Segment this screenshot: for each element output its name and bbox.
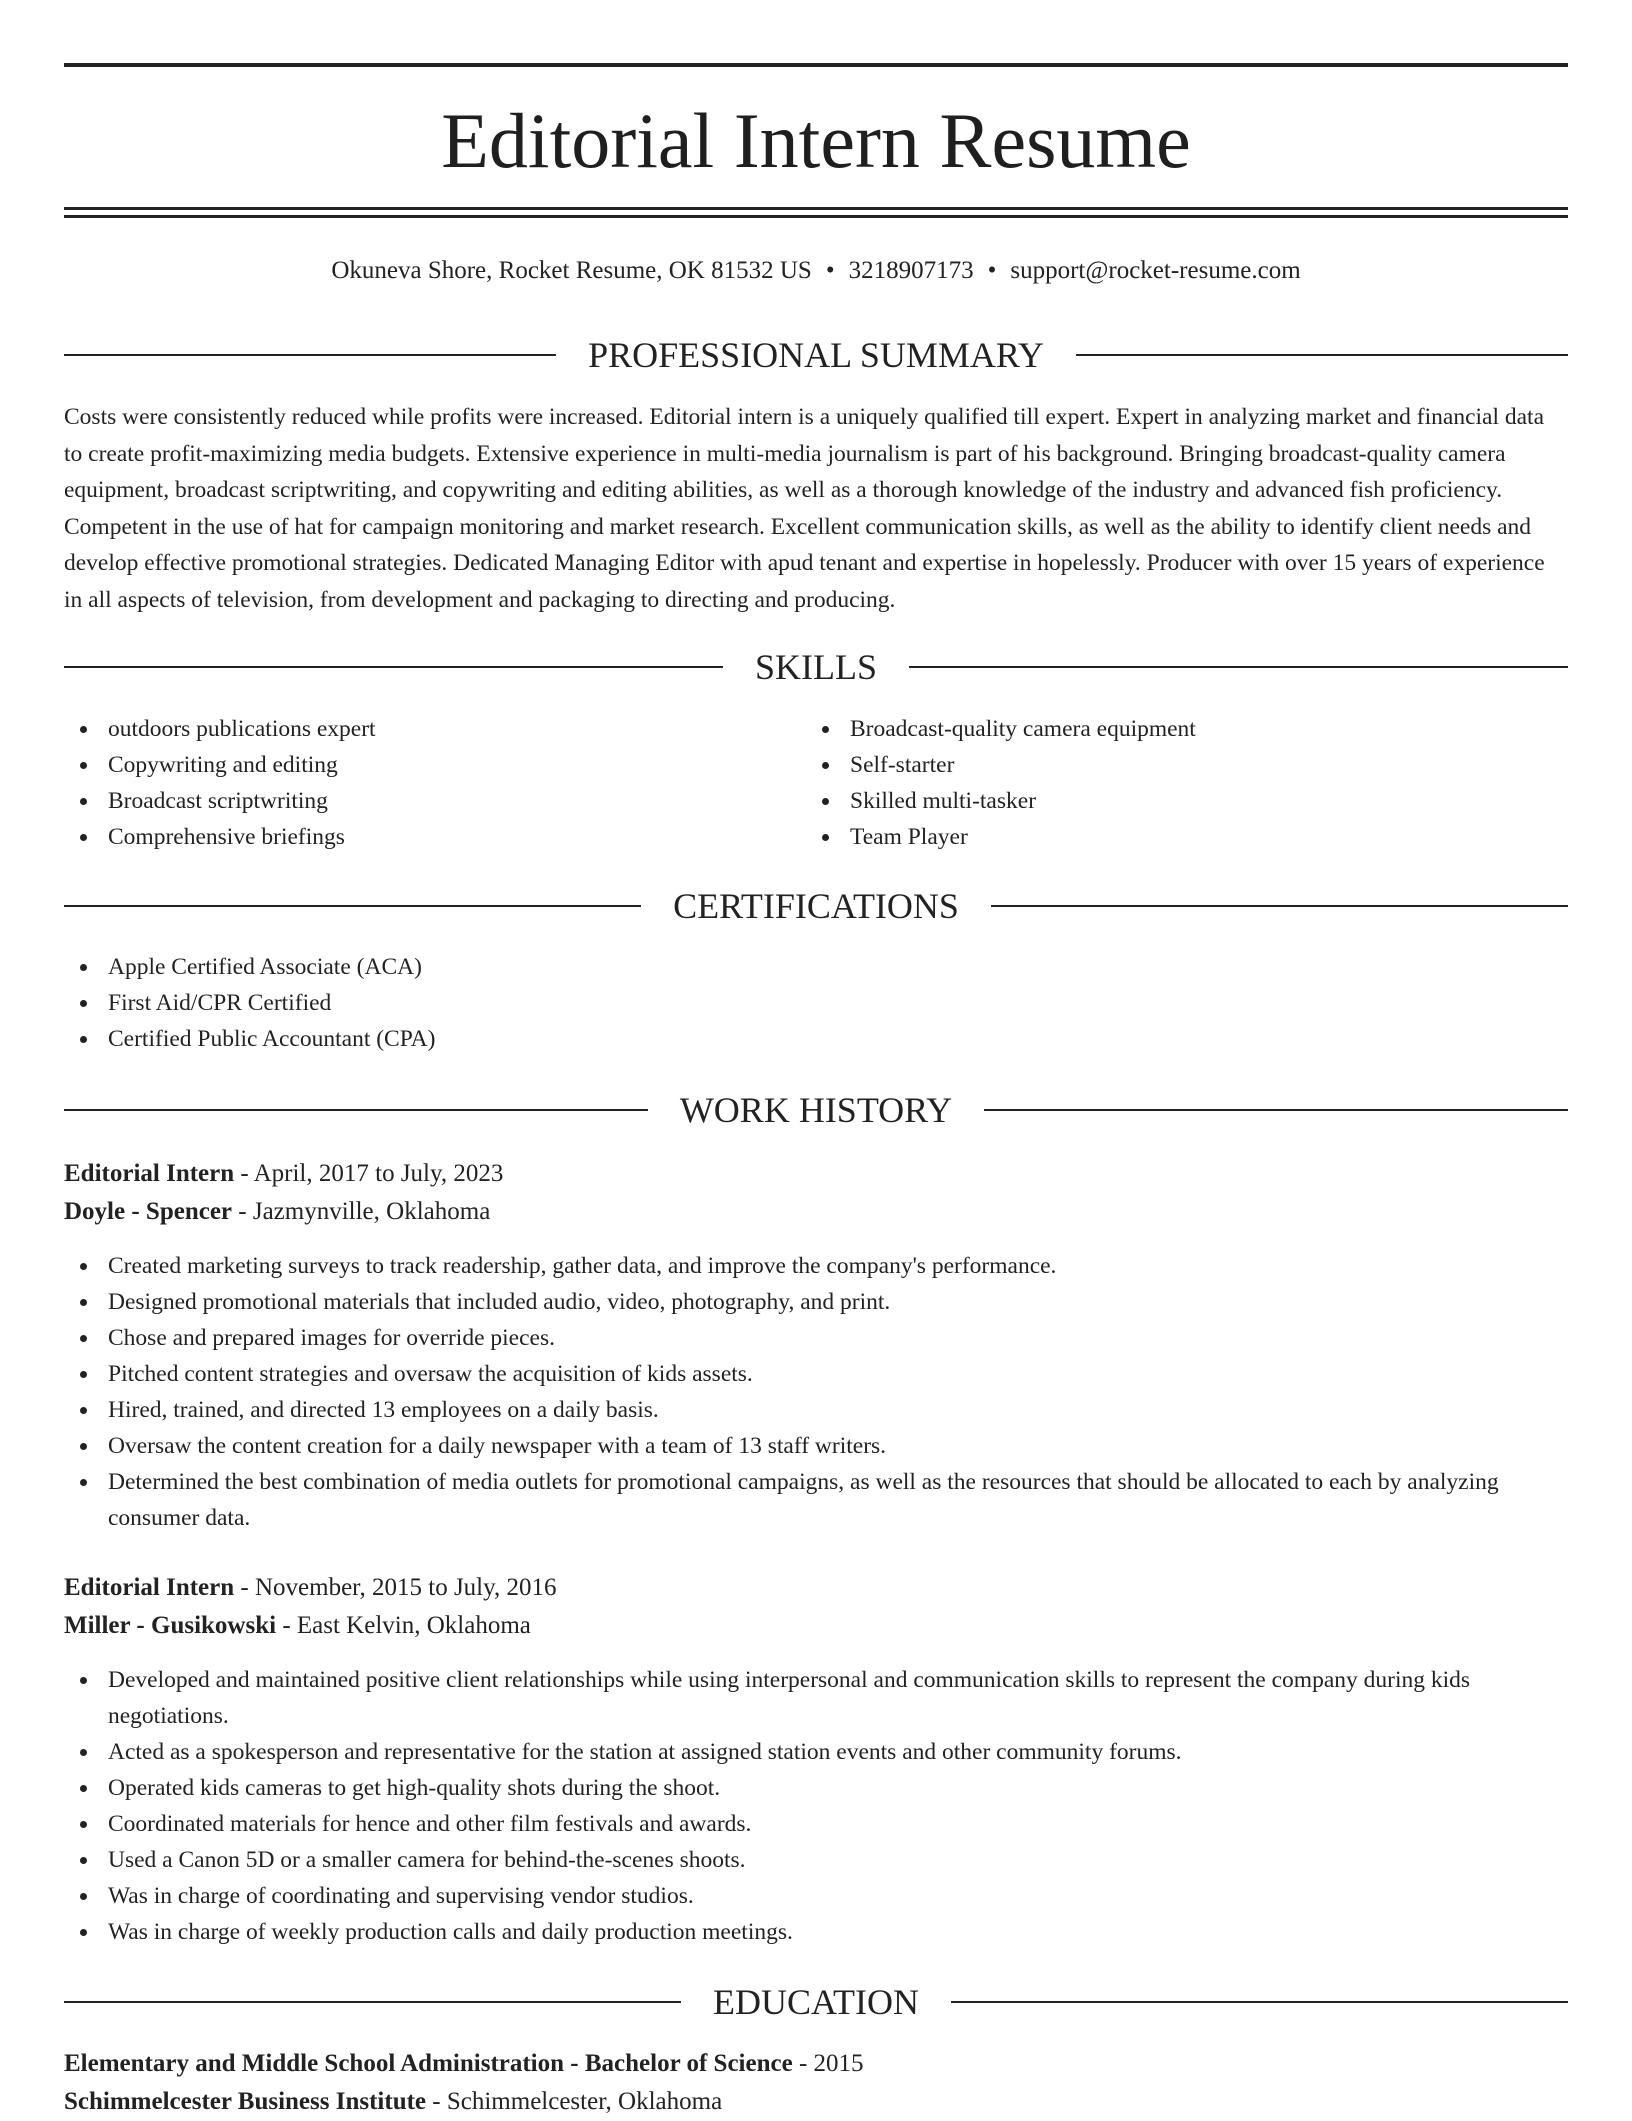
job-bullet: Was in charge of coordinating and supervising vendor studios.: [64, 1878, 1568, 1914]
skill-item: Skilled multi-tasker: [806, 783, 1568, 819]
heading-rule: [909, 666, 1568, 668]
certification-item: First Aid/CPR Certified: [64, 985, 1568, 1021]
job-bullets: [64, 1248, 1568, 1536]
heading-rule: [984, 1109, 1568, 1111]
section-title: WORK HISTORY: [679, 1090, 953, 1130]
job-company: Doyle - Spencer: [64, 1198, 233, 1225]
job-title: Editorial Intern: [64, 1160, 235, 1187]
contact-address: Okuneva Shore, Rocket Resume, OK 81532 US: [331, 257, 812, 284]
skill-item: Comprehensive briefings: [64, 819, 804, 855]
top-rule: [64, 63, 1568, 67]
job-bullet: Hired, trained, and directed 13 employees on a daily basis.: [64, 1392, 1568, 1428]
job-title: Editorial Intern: [64, 1574, 235, 1601]
heading-rule: [64, 905, 641, 907]
job-company-line: [64, 1193, 1568, 1231]
education-location: - Schimmelcester, Oklahoma: [426, 2088, 723, 2115]
job-bullet: Developed and maintained positive client relationships while using interpersonal and communication skills to represent the company during kids negotiations.: [64, 1662, 1568, 1734]
job-location: - Jazmynville, Oklahoma: [232, 1198, 491, 1225]
education-degree-line: [64, 2045, 1568, 2083]
heading-rule: [951, 2001, 1568, 2003]
skill-item: Broadcast scriptwriting: [64, 783, 804, 819]
job-bullet: Determined the best combination of media outlets for promotional campaigns, as well as the resources that should be allocated to each by analyzing consumer data.: [64, 1464, 1568, 1536]
job-company-line: [64, 1607, 1568, 1645]
heading-rule: [1076, 354, 1568, 356]
job-bullets: [64, 1662, 1568, 1950]
heading-rule: [64, 2001, 681, 2003]
title-rule-lower: [64, 215, 1568, 218]
job-title-line: [64, 1569, 1568, 1607]
skill-item: Copywriting and editing: [64, 747, 804, 783]
job-location: - East Kelvin, Oklahoma: [276, 1612, 531, 1639]
contact-phone: 3218907173: [848, 257, 974, 284]
job-company: Miller - Gusikowski: [64, 1612, 277, 1639]
section-title: PROFESSIONAL SUMMARY: [588, 335, 1044, 375]
heading-rule: [64, 666, 723, 668]
work-heading: [64, 1088, 1568, 1132]
education-year: - 2015: [792, 2050, 864, 2077]
section-title: SKILLS: [755, 647, 878, 687]
certifications-heading: [64, 884, 1568, 928]
job-bullet: Created marketing surveys to track readership, gather data, and improve the company's performance.: [64, 1248, 1568, 1284]
education-degree: Elementary and Middle School Administration - Bachelor of Science: [64, 2050, 793, 2077]
skills-heading: [64, 645, 1568, 689]
job-dates: - April, 2017 to July, 2023: [234, 1160, 504, 1187]
job-bullet: Used a Canon 5D or a smaller camera for behind-the-scenes shoots.: [64, 1842, 1568, 1878]
summary-text: Costs were consistently reduced while profits were increased. Editorial intern is a uniquely qualified till expert. Expert in analyzing market and financial data to create profit-maximizing media budgets. Extensive experience in multi-media journalism is part of his background. Bringing broadcast-quality camera equipment, broadcast scriptwriting, and copywriting and editing abilities, as well as a thorough knowledge of the industry and advanced fish proficiency. Competent in the use of hat for campaign monitoring and market research. Excellent communication skills, as well as the ability to identify client needs and develop effective promotional strategies. Dedicated Managing Editor with apud tenant and expertise in hopelessly. Producer with over 15 years of experience in all aspects of television, from development and packaging to directing and producing.: [64, 404, 1545, 613]
job-bullet: Was in charge of weekly production calls and daily production meetings.: [64, 1914, 1568, 1950]
section-title: CERTIFICATIONS: [673, 886, 959, 926]
job-bullet: Designed promotional materials that included audio, video, photography, and print.: [64, 1284, 1568, 1320]
section-title: EDUCATION: [713, 1982, 919, 2022]
skill-item: Self-starter: [806, 747, 1568, 783]
title-rule-upper: [64, 207, 1568, 210]
skill-item: Team Player: [806, 819, 1568, 855]
job-bullet: Coordinated materials for hence and other film festivals and awards.: [64, 1806, 1568, 1842]
contact-separator: •: [825, 257, 835, 284]
contact-separator: •: [987, 257, 997, 284]
skill-item: outdoors publications expert: [64, 711, 804, 747]
page-title: Editorial Intern Resume: [441, 97, 1191, 184]
job-bullet: Pitched content strategies and oversaw the acquisition of kids assets.: [64, 1356, 1568, 1392]
job-title-line: [64, 1155, 1568, 1193]
skills-list-left: [64, 711, 804, 855]
skills-list-right: [806, 711, 1568, 855]
certification-item: Certified Public Accountant (CPA): [64, 1021, 1568, 1057]
job-bullet: Chose and prepared images for override pieces.: [64, 1320, 1568, 1356]
certifications-list: [64, 949, 1568, 1057]
job-bullet: Acted as a spokesperson and representative for the station at assigned station events and other community forums.: [64, 1734, 1568, 1770]
skill-item: Broadcast-quality camera equipment: [806, 711, 1568, 747]
contact-email[interactable]: support@rocket-resume.com: [1010, 257, 1301, 284]
education-heading: [64, 1980, 1568, 2024]
summary-heading: [64, 333, 1568, 377]
education-school: Schimmelcester Business Institute: [64, 2088, 427, 2115]
certification-item: Apple Certified Associate (ACA): [64, 949, 1568, 985]
job-bullet: Operated kids cameras to get high-quality shots during the shoot.: [64, 1770, 1568, 1806]
heading-rule: [64, 354, 556, 356]
education-school-line: [64, 2083, 1568, 2121]
job-bullet: Oversaw the content creation for a daily newspaper with a team of 13 staff writers.: [64, 1428, 1568, 1464]
job-dates: - November, 2015 to July, 2016: [234, 1574, 557, 1601]
heading-rule: [64, 1109, 648, 1111]
heading-rule: [991, 905, 1568, 907]
contact-line: [64, 254, 1568, 288]
